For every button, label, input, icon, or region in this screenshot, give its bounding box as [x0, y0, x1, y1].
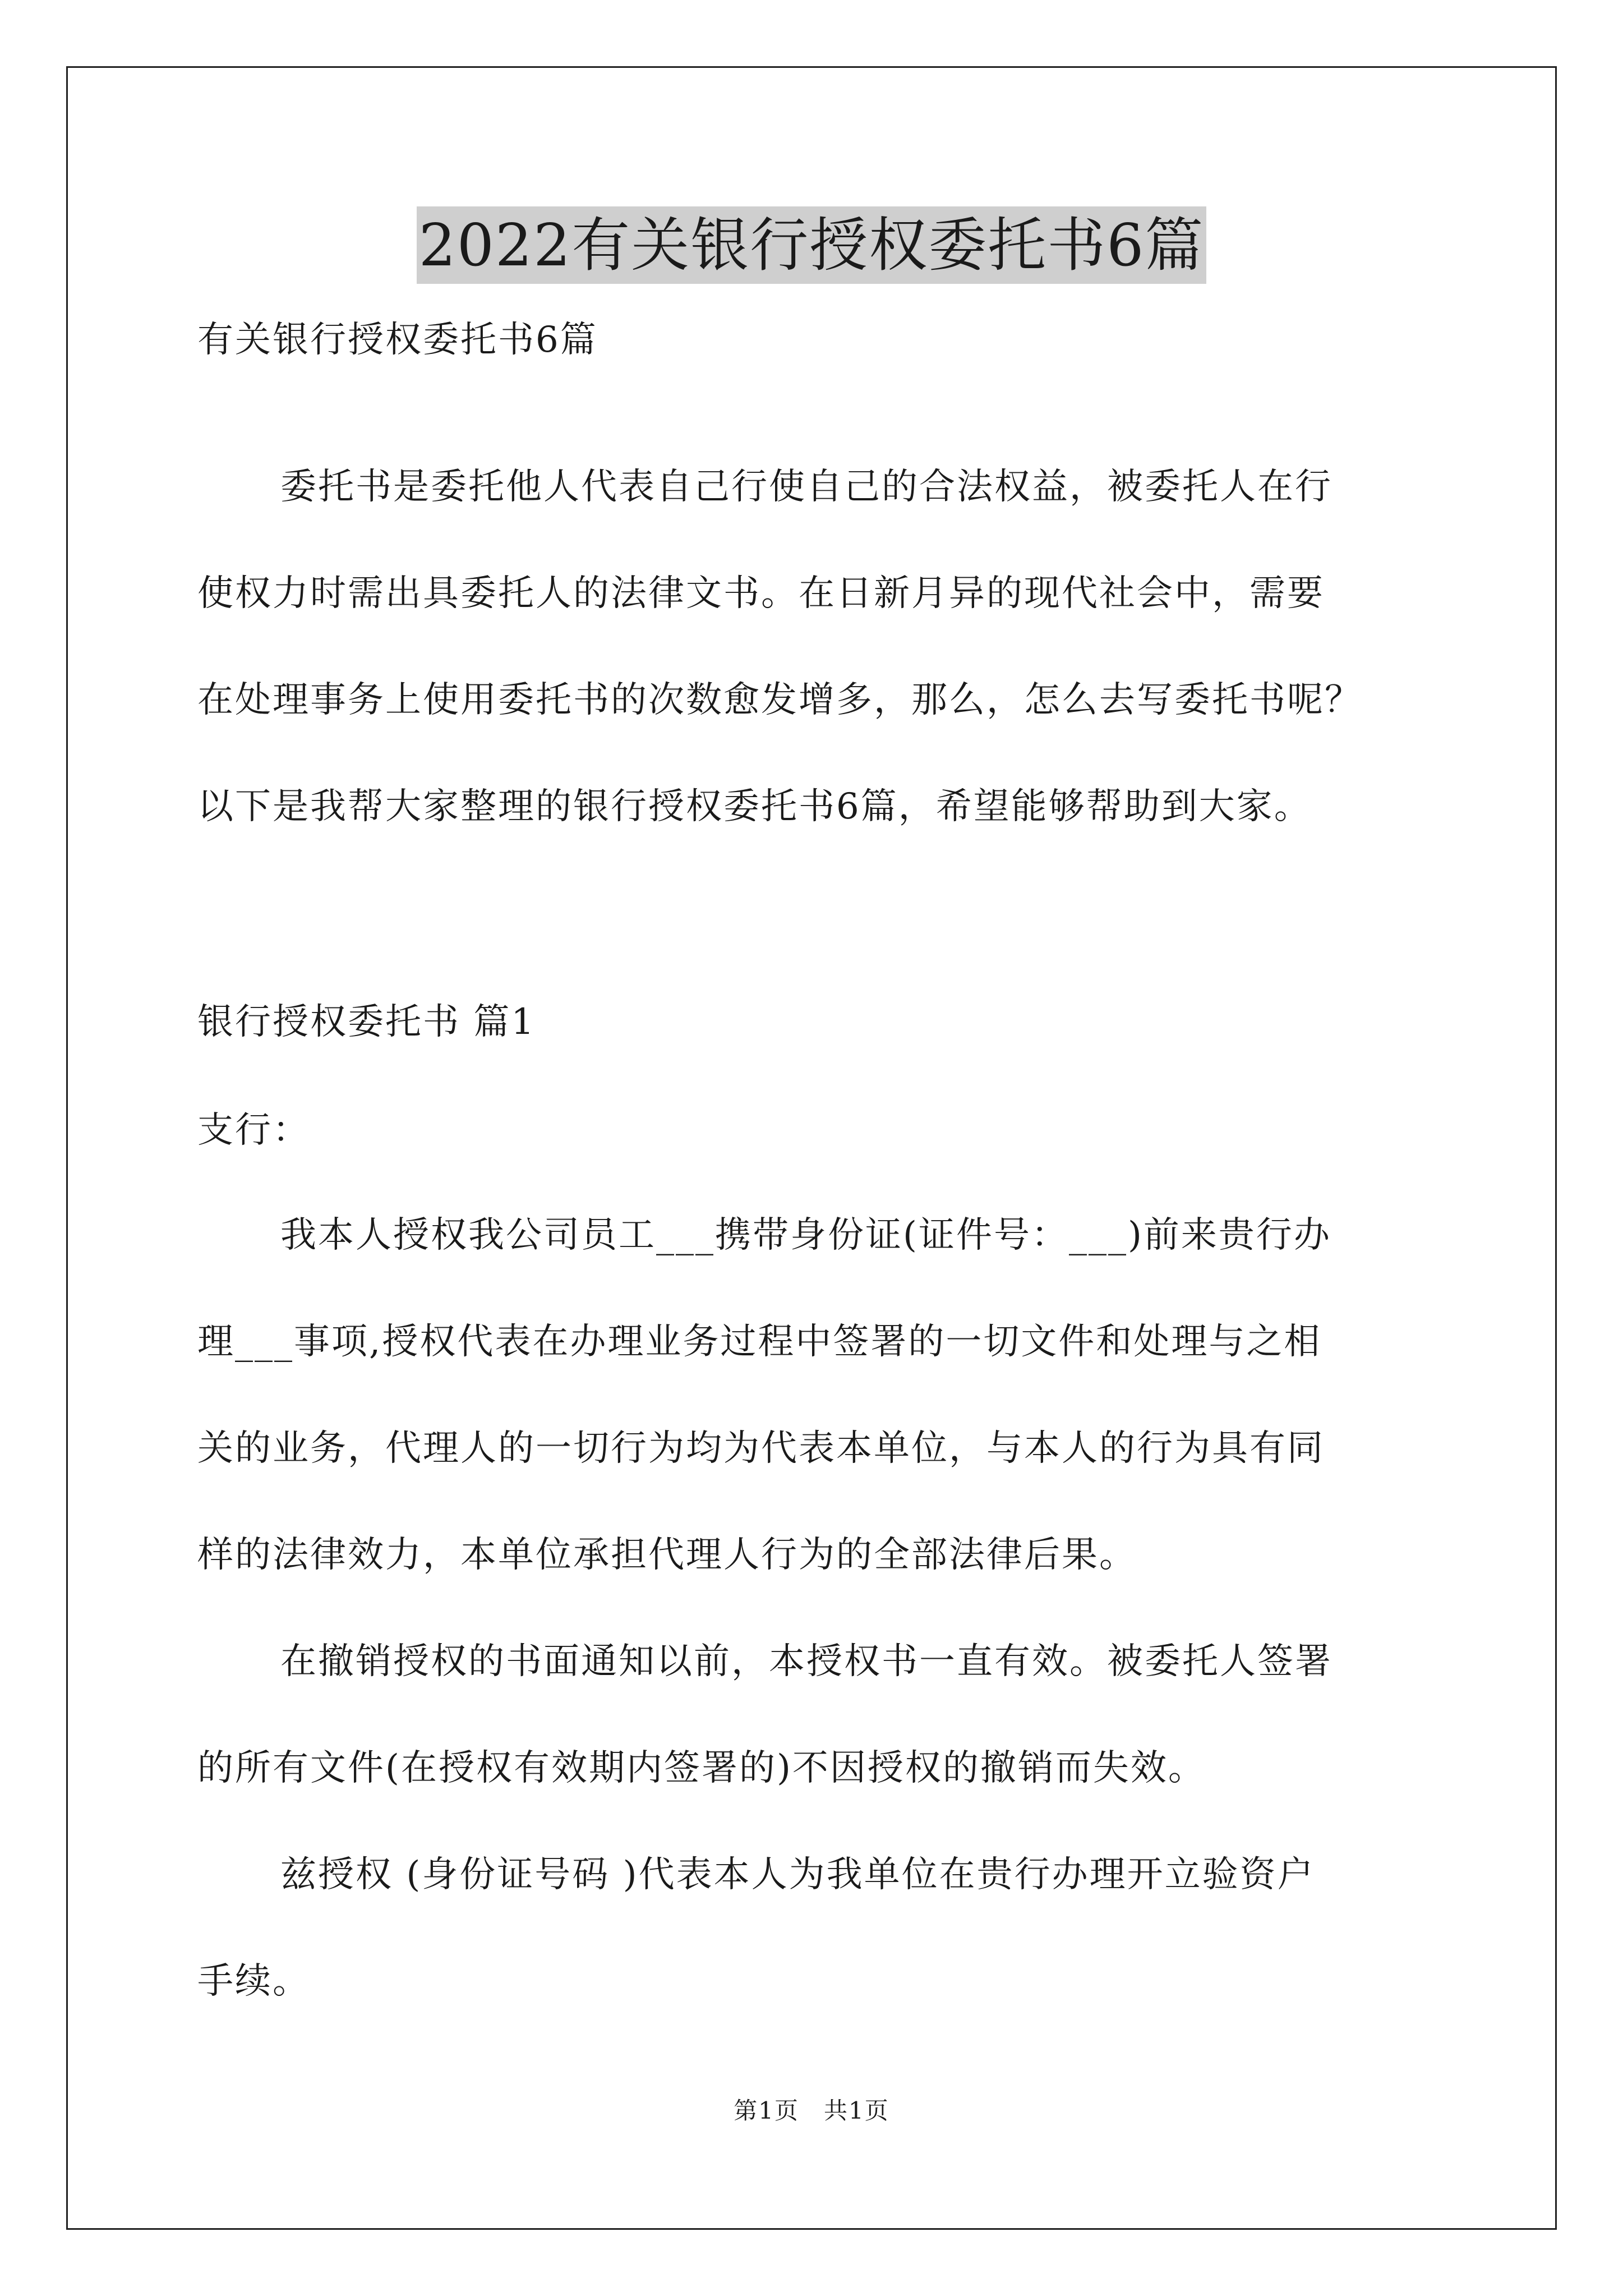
para1-line-1: 我本人授权我公司员工___携带身份证(证件号：___)前来贵行办 — [280, 1214, 1331, 1256]
para1-line-2: 理___事项,授权代表在办理业务过程中签署的一切文件和处理与之相 — [197, 1321, 1322, 1363]
addressee: 支行： — [197, 1110, 310, 1151]
intro-line-4: 以下是我帮大家整理的银行授权委托书6篇，希望能够帮助到大家。 — [197, 786, 1312, 827]
document-subtitle: 有关银行授权委托书6篇 — [197, 319, 598, 361]
intro-line-3: 在处理事务上使用委托书的次数愈发增多，那么，怎么去写委托书呢？ — [197, 679, 1362, 721]
para2-line-1: 在撤销授权的书面通知以前，本授权书一直有效。被委托人签署 — [280, 1641, 1332, 1682]
intro-line-1: 委托书是委托他人代表自己行使自己的合法权益，被委托人在行 — [280, 466, 1332, 508]
intro-line-2: 使权力时需出具委托人的法律文书。在日新月异的现代社会中，需要 — [197, 573, 1325, 614]
page-footer: 第1页 共1页 — [734, 2097, 889, 2124]
section-heading: 银行授权委托书 篇1 — [197, 1001, 536, 1043]
para2-line-2: 的所有文件(在授权有效期内签署的)不因授权的撤销而失效。 — [197, 1747, 1206, 1789]
para3-line-1: 兹授权 (身份证号码 )代表本人为我单位在贵行办理开立验资户 — [280, 1854, 1315, 1895]
para1-line-3: 关的业务，代理人的一切行为均为代表本单位，与本人的行为具有同 — [197, 1428, 1325, 1469]
document-title-text: 2022有关银行授权委托书6篇 — [417, 206, 1207, 284]
para1-line-4: 样的法律效力，本单位承担代理人行为的全部法律后果。 — [197, 1534, 1137, 1576]
document-title — [0, 206, 1623, 284]
para3-line-2: 手续。 — [197, 1961, 310, 2002]
